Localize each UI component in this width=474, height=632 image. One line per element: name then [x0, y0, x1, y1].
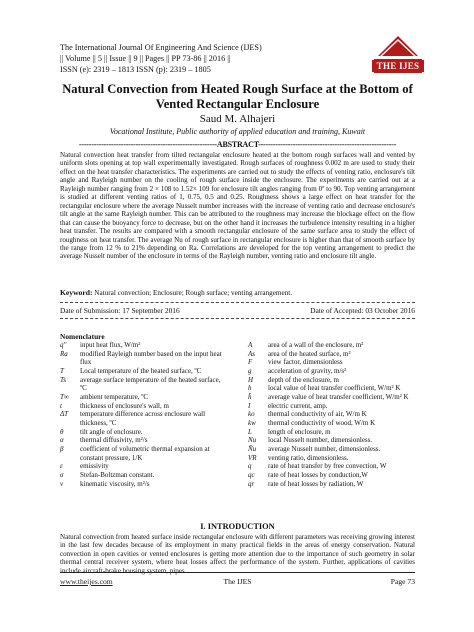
abstract-heading: --------------------------------------------------------ABSTRACT-------------------------------------------------------- — [78, 140, 397, 149]
abstract-text: Natural convection heat transfer from tilted rectangular enclosure heated at the bottom rough surfaces wall and vented by uniform slots opening at top wall experimentally investigated. Rough surfaces of roughness 0.002 m are used to study their effect on the heat transfer characteristics. The experiments are carried out to study the effects of venting ratio, enclosure's tilt angle and Rayleigh number on the cooling of rough surface inside the enclosure. The experiments are carried out at a Rayleigh number ranging from 2 × 108 to 1.52× 109 for enclosure tilt angles ranging from 0º to 90. Top venting arrangement is studied at different venting ratios of 1, 0.75, 0.5 and 0.25. Roughness shows a large effect on heat transfer for the rectangular enclosure where the average Nusselt number increases with the increase of venting ratio and decrease enclosure's tilt angle at the same Rayleigh number. This can be attributed to the roughness may increase the blockage effect on the flow that can cause the buoyancy force to decrease, but on the other hand it increases the turbulence intensity resulting in a higher heat transfer. The results are compared with a smooth rectangular enclosure of the same surface area to study the effect of roughness on heat transfer. The average Nu of rough surface in rectangular enclosure is higher than that of smooth surface by the range from 12 % to 21% depending on Ra. Correlations are developed for the top venting arrangement to predict the average Nusselt number of the enclosure in terms of the Rayleigh number, venting ratio and enclosure tilt angle. — [60, 151, 415, 261]
nomenclature-right-column — [248, 341, 416, 488]
divider-top — [60, 302, 415, 303]
divider-bottom — [60, 318, 415, 319]
nomenclature-entry — [248, 410, 416, 419]
footer-journal: The IJES — [223, 577, 252, 586]
nomenclature-entry — [248, 462, 416, 471]
introduction-text: Natural convection from heated surface inside rectangular enclosure with different parameters was receiving growing interest in the last few decades because of its employment in many practical fields in the areas of energy conservation. Natural convection in open cavities or vented enclosures is getting more attention due to the importance of such geometry in solar thermal central receiver system, where heat losses affect the performance of the system. Further, applications of cavities include aircraft-brake housing system, pipes — [60, 533, 415, 575]
nomenclature-entry — [248, 454, 416, 463]
submission-date: Date of Submission: 17 September 2016 — [60, 306, 180, 315]
nomenclature-entry — [248, 428, 416, 437]
nomenclature-definition: area of a wall of the enclosure, m² — [268, 341, 364, 349]
nomenclature-symbol: q — [248, 462, 252, 471]
nomenclature-symbol: α — [60, 436, 64, 445]
nomenclature-symbol: h̄ — [248, 392, 252, 401]
nomenclature-entry — [60, 341, 228, 350]
keywords — [60, 288, 415, 298]
nomenclature-symbol: ΔT — [60, 410, 69, 419]
nomenclature-definition: thermal conductivity of air, W/m K — [268, 410, 367, 419]
nomenclature-entry — [60, 471, 228, 480]
nomenclature-symbol: β — [60, 444, 64, 453]
nomenclature-symbol: H — [248, 375, 254, 384]
nomenclature-definition: rate of heat losses by conduction,W — [268, 470, 368, 479]
nomenclature-entry — [60, 462, 228, 471]
journal-logo — [372, 26, 424, 78]
nomenclature-symbol: I — [248, 401, 251, 410]
nomenclature-symbol: h — [248, 384, 252, 393]
nomenclature-definition: coefficient of volumetric thermal expansion at constant pressure, 1/K — [80, 444, 210, 462]
nomenclature-definition: electric current, amp. — [268, 401, 328, 410]
nomenclature-entry — [248, 480, 416, 489]
nomenclature-entry — [248, 419, 416, 428]
journal-header — [60, 42, 360, 75]
nomenclature-symbol: qr — [248, 479, 255, 488]
nomenclature-entry — [248, 367, 416, 376]
nomenclature-symbol: VR — [248, 453, 257, 462]
nomenclature-definition: depth of the enclosure, m — [268, 375, 339, 384]
author-name: Saud M. Alhajeri — [199, 113, 276, 125]
nomenclature-definition: venting ratio, dimensionless. — [268, 453, 349, 462]
nomenclature-definition: view factor, dimensionless — [268, 358, 343, 367]
nomenclature-symbol: t — [60, 401, 62, 410]
keywords-text: Natural convection; Enclosure; Rough surface; venting arrangement. — [94, 289, 293, 297]
logo-lettering: THE IJES — [372, 60, 424, 72]
journal-volume: || Volume || 5 || Issue || 9 || Pages || PP 73-86 || 2016 || — [60, 54, 231, 63]
nomenclature-symbol: L — [248, 427, 252, 436]
nomenclature-entry — [60, 428, 228, 437]
paper-title: Natural Convection from Heated Rough Surface at the Bottom of Vented Rectangular Enclosure — [62, 82, 413, 111]
footer-divider — [60, 572, 415, 573]
nomenclature-entry — [248, 445, 416, 454]
nomenclature-definition: temperature difference across enclosure wall thickness, ºC — [80, 410, 206, 427]
nomenclature-entry — [248, 376, 416, 385]
nomenclature-symbol: g — [248, 366, 252, 375]
nomenclature-entry — [60, 410, 228, 427]
nomenclature-definition: input heat flux, W/m² — [80, 341, 141, 349]
nomenclature-symbol: q" — [60, 341, 67, 349]
keywords-label: Keyword: — [60, 288, 93, 297]
nomenclature-symbol: T∞ — [60, 392, 69, 401]
nomenclature-entry — [248, 350, 416, 359]
nomenclature-symbol: θ — [60, 427, 64, 436]
journal-website-link[interactable]: www.theijes.com — [60, 577, 113, 586]
nomenclature-definition: ambient temperature, ºC — [80, 392, 149, 401]
nomenclature-definition: local value of heat transfer coefficient, W/m² K — [268, 384, 401, 393]
nomenclature-left-column — [60, 341, 228, 488]
nomenclature-symbol: F — [248, 358, 253, 367]
nomenclature-definition: average value of heat transfer coefficient, W/m² K — [268, 392, 409, 401]
nomenclature-definition: kinematic viscosity, m²/s — [80, 479, 150, 488]
nomenclature-entry — [60, 376, 228, 393]
nomenclature-symbol: ko — [248, 410, 255, 419]
nomenclature-entry — [248, 471, 416, 480]
nomenclature-symbol: As — [248, 349, 255, 358]
nomenclature-symbol: Ra — [60, 349, 68, 358]
accepted-date: Date of Accepted: 03 October 2016 — [310, 306, 415, 315]
nomenclature-definition: thermal conductivity of wood, W/m K — [268, 418, 376, 427]
nomenclature-definition: tilt angle of enclosure. — [80, 427, 143, 436]
nomenclature-definition: rate of heat losses by radiation, W — [268, 479, 364, 488]
nomenclature-entry — [60, 402, 228, 411]
nomenclature-entry — [248, 436, 416, 445]
nomenclature-entry — [60, 480, 228, 489]
nomenclature-symbol: Ts — [60, 375, 66, 384]
nomenclature-entry — [248, 341, 416, 350]
nomenclature-definition: length of enclosure, m — [268, 427, 331, 436]
nomenclature-title: Nomenclature — [60, 332, 105, 341]
nomenclature-entry — [60, 445, 228, 462]
nomenclature-symbol: σ — [60, 470, 64, 479]
journal-issn: ISSN (e): 2319 – 1813 ISSN (p): 2319 – 1805 — [60, 65, 211, 74]
journal-name: The International Journal Of Engineering And Science (IJES) — [60, 43, 262, 52]
nomenclature-definition: Local temperature of the heated surface, ºC — [80, 366, 202, 375]
nomenclature-symbol: T — [60, 366, 64, 375]
nomenclature-definition: Stefan-Boltzman constant. — [80, 470, 155, 479]
nomenclature-symbol: ν — [60, 479, 64, 488]
nomenclature-entry — [248, 393, 416, 402]
section-heading: I. INTRODUCTION — [200, 522, 275, 531]
nomenclature-definition: emissivity — [80, 462, 109, 471]
nomenclature-symbol: Nu — [248, 436, 257, 445]
nomenclature-definition: modified Rayleigh number based on the input heat flux — [80, 349, 222, 367]
nomenclature-definition: average Nusselt number, dimensionless. — [268, 444, 381, 453]
nomenclature-definition: local Nusselt number, dimensionless. — [268, 436, 373, 445]
nomenclature-symbol: ε — [60, 462, 63, 471]
nomenclature-entry — [248, 402, 416, 411]
nomenclature-symbol: kw — [248, 418, 256, 427]
nomenclature-entry — [248, 384, 416, 393]
page-number: Page 73 — [390, 577, 415, 586]
author-affiliation: Vocational Institute, Public authority of applied education and training, Kuwait — [109, 127, 366, 136]
nomenclature-entry — [60, 367, 228, 376]
nomenclature-definition: thickness of enclosure's wall, m — [80, 401, 169, 410]
nomenclature-definition: rate of heat transfer by free convection, W — [268, 462, 387, 471]
nomenclature-entry — [60, 350, 228, 367]
nomenclature-symbol: A — [248, 341, 253, 349]
nomenclature-entry — [248, 358, 416, 367]
nomenclature-definition: area of the heated surface, m² — [268, 349, 351, 358]
nomenclature-definition: acceleration of gravity, m/s² — [268, 366, 347, 375]
nomenclature-definition: average surface temperature of the heated surface, ºC — [80, 375, 221, 393]
nomenclature-entry — [60, 436, 228, 445]
nomenclature-definition: thermal diffusivity, m²/s — [80, 436, 148, 445]
nomenclature-symbol: N̄u — [248, 444, 257, 453]
nomenclature-symbol: qc — [248, 470, 255, 479]
nomenclature-entry — [60, 393, 228, 402]
